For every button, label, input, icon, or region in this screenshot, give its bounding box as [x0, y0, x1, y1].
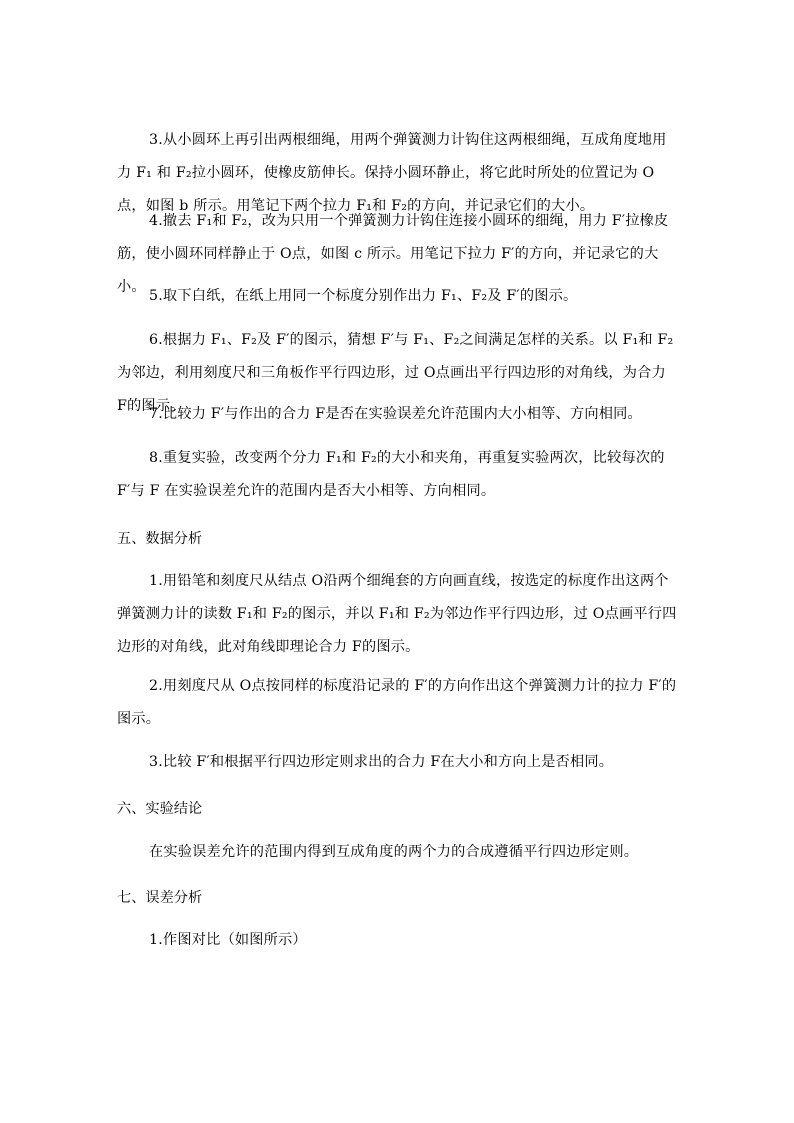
section-6-heading: 六、实验结论 [117, 801, 203, 817]
step-5-paragraph: 5.取下白纸，在纸上用同一个标度分别作出力 F₁、F₂及 F′的图示。 [149, 288, 578, 304]
analysis-item-1: 1.用铅笔和刻度尺从结点 O沿两个细绳套的方向画直线，按选定的标度作出这两个弹簧测力计的读数 F₁和 F₂的图示，并以 F₁和 F₂为邻边作平行四边形，过 O点画平行四边形的对角线，此对角线即理论合力 F的图示。 [117, 573, 677, 655]
step-7-paragraph: 7.比较力 F′与作出的合力 F是否在实验误差允许范围内大小相等、方向相同。 [149, 406, 642, 422]
section-5-heading: 五、数据分析 [117, 531, 203, 547]
conclusion-paragraph: 在实验误差允许的范围内得到互成角度的两个力的合成遵循平行四边形定则。 [149, 844, 639, 860]
step-4-paragraph: 4.撤去 F₁和 F₂，改为只用一个弹簧测力计钩住连接小圆环的细绳，用力 F′拉橡皮筋，使小圆环同样静止于 O点，如图 c 所示。用笔记下拉力 F′的方向，并记录它的大小。 [117, 213, 669, 295]
step-8-paragraph: 8.重复实验，改变两个分力 F₁和 F₂的大小和夹角，再重复实验两次，比较每次的 F′与 F 在实验误差允许的范围内是否大小相等、方向相同。 [117, 450, 665, 499]
step-6-paragraph: 6.根据力 F₁、F₂及 F′的图示，猜想 F′与 F₁、F₂之间满足怎样的关系。以 F₁和 F₂为邻边，利用刻度尺和三角板作平行四边形，过 O点画出平行四边形的对角线，为合力 F的图示。 [117, 332, 674, 414]
analysis-item-2: 2.用刻度尺从 O点按同样的标度沿记录的 F′的方向作出这个弹簧测力计的拉力 F′的图示。 [117, 678, 677, 727]
section-7-heading: 七、误差分析 [117, 890, 203, 906]
analysis-item-3: 3.比较 F′和根据平行四边形定则求出的合力 F在大小和方向上是否相同。 [149, 754, 614, 770]
step-3-paragraph: 3.从小圆环上再引出两根细绳，用两个弹簧测力计钩住这两根细绳，互成角度地用力 F₁ 和 F₂拉小圆环，使橡皮筋伸长。保持小圆环静止，将它此时所处的位置记为 O点，如图 b 所示。用笔记下两个拉力 F₁和 F₂的方向，并记录它们的大小。 [117, 132, 667, 214]
error-analysis-item-1: 1.作图对比（如图所示） [149, 932, 307, 948]
